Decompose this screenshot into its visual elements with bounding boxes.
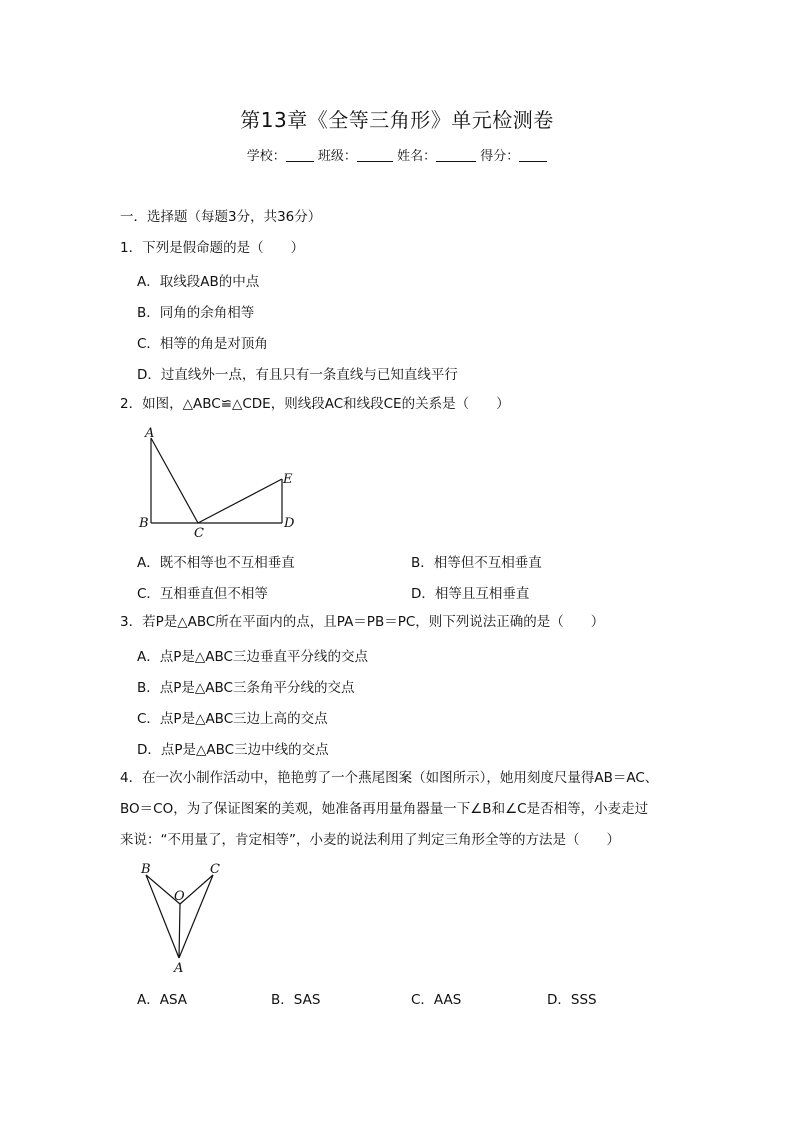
question-1-option-c[interactable]: C．相等的角是对顶角 [137,336,268,352]
question-3-option-c[interactable]: C．点P是△ABC三边上高的交点 [137,711,328,727]
question-3-stem: 3．若P是△ABC所在平面内的点，且PA＝PB＝PC，则下列说法正确的是（ ） [120,614,605,630]
segment-ba [146,875,179,958]
question-3-option-b[interactable]: B．点P是△ABC三条角平分线的交点 [137,680,355,696]
label-b: B [139,516,149,531]
label-a: A [174,961,184,976]
question-3-option-d[interactable]: D．点P是△ABC三边中线的交点 [137,742,329,758]
question-4-figure [135,858,230,978]
segment-oc [180,875,213,904]
question-4-line-3: 来说：“不用量了，肯定相等”，小麦的说法利用了判定三角形全等的方法是（ ） [120,832,620,848]
score-blank[interactable] [519,149,547,162]
question-4-line-2: BO＝CO，为了保证图案的美观，她准备再用量角器量一下∠B和∠C是否相等，小麦走过 [120,801,649,817]
school-blank[interactable] [286,149,314,162]
question-2-stem: 2．如图，△ABC≌△CDE，则线段AC和线段CE的关系是（ ） [120,396,510,412]
question-1-option-d[interactable]: D．过直线外一点，有且只有一条直线与已知直线平行 [137,367,458,383]
question-4-option-d[interactable]: D．SSS [547,992,597,1008]
label-c: C [210,862,220,877]
question-4-line-1: 4．在一次小制作活动中，艳艳剪了一个燕尾图案（如图所示），她用刻度尺量得AB＝AC、 [120,770,659,786]
question-4-option-c[interactable]: C．AAS [411,992,462,1008]
label-a: A [145,426,155,441]
label-d: D [284,516,295,531]
question-2-figure [135,420,300,540]
label-c: C [194,526,204,540]
label-b: B [141,862,151,877]
question-2-option-b[interactable]: B．相等但不互相垂直 [411,555,542,571]
name-label: 姓名： [397,149,437,164]
question-1-stem: 1．下列是假命题的是（ ） [120,240,305,256]
class-label: 班级： [317,149,357,164]
label-o: O [174,889,185,904]
segment-ac [151,438,198,523]
question-4-option-a[interactable]: A．ASA [137,992,188,1008]
school-label: 学校： [246,149,286,164]
segment-oa [179,904,180,958]
label-e: E [283,472,293,487]
question-2-option-d[interactable]: D．相等且互相垂直 [411,586,530,602]
question-1-option-a[interactable]: A．取线段AB的中点 [137,274,260,290]
score-label: 得分： [480,149,520,164]
class-blank[interactable] [357,149,393,162]
name-blank[interactable] [436,149,476,162]
question-2-option-c[interactable]: C．互相垂直但不相等 [137,586,268,602]
section-heading: 一．选择题（每题3分，共36分） [120,209,322,225]
question-4-option-b[interactable]: B．SAS [271,992,321,1008]
question-3-option-a[interactable]: A．点P是△ABC三边垂直平分线的交点 [137,649,368,665]
page-title: 第13章《全等三角形》单元检测卷 [240,108,554,132]
question-1-option-b[interactable]: B．同角的余角相等 [137,305,255,321]
segment-ce [198,479,282,523]
segment-ca [179,875,213,958]
question-2-option-a[interactable]: A．既不相等也不互相垂直 [137,555,295,571]
student-info-line [0,145,794,164]
